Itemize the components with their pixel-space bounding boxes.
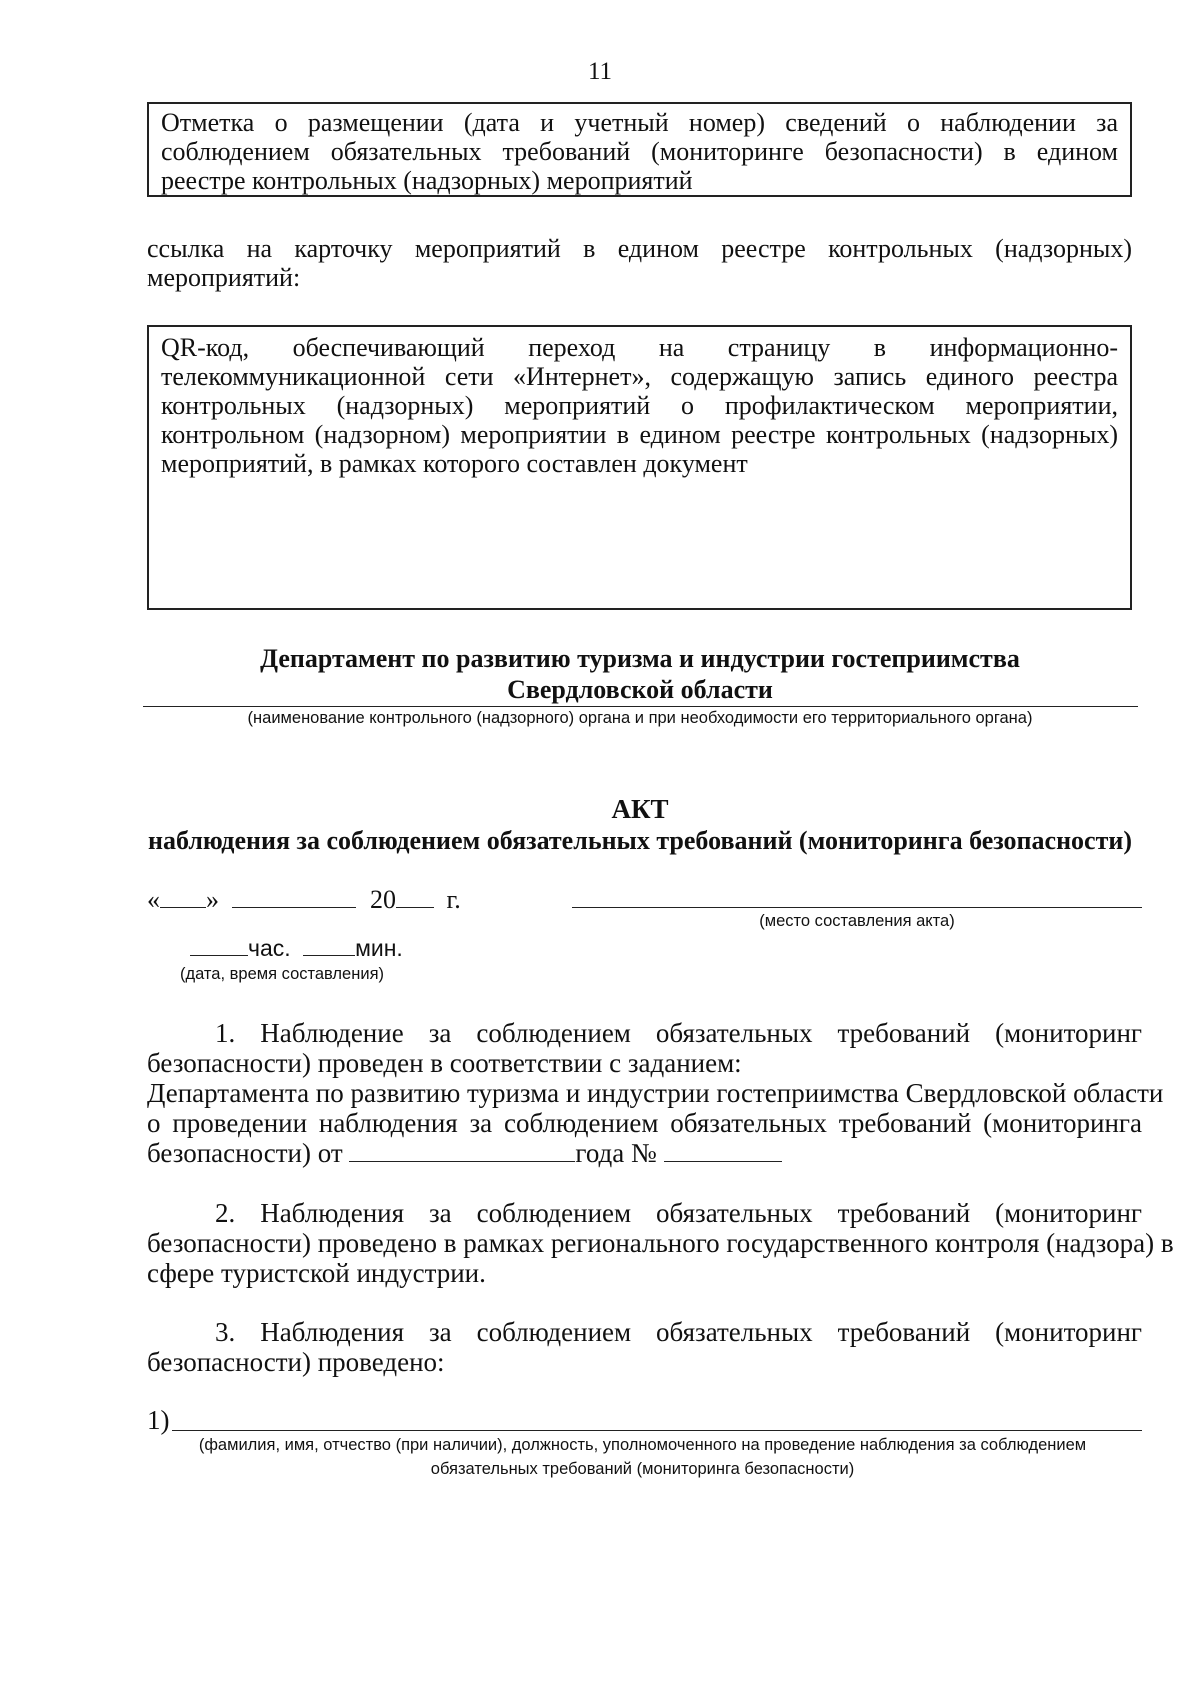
registry-link-line: мероприятий: bbox=[147, 263, 301, 292]
paragraph-3 bbox=[147, 1317, 1142, 1377]
qr-code-line: телекоммуникационной сети «Интернет», содержащую запись единого реестра bbox=[161, 362, 1118, 391]
paragraph-line-start: безопасности) от bbox=[147, 1138, 343, 1168]
registry-mark-line: соблюдением обязательных требований (мониторинге безопасности) в едином bbox=[161, 137, 1118, 166]
paragraph-line: 3. Наблюдения за соблюдением обязательных требований (мониторинг bbox=[215, 1317, 1142, 1347]
hours-label: час. bbox=[248, 935, 291, 961]
paragraph-2 bbox=[147, 1198, 1174, 1288]
task-date-blank[interactable] bbox=[349, 1139, 575, 1162]
month-blank[interactable] bbox=[232, 885, 356, 908]
qr-code-line: контрольных (надзорных) мероприятий о профилактическом мероприятии, bbox=[161, 391, 1118, 420]
inspector-caption-line-2: обязательных требований (мониторинга безопасности) bbox=[430, 1460, 855, 1478]
act-subtitle: наблюдения за соблюдением обязательных требований (мониторинга безопасности) bbox=[147, 826, 1133, 855]
datetime-caption: (дата, время составления) bbox=[180, 965, 384, 983]
place-caption: (место составления акта) bbox=[759, 912, 955, 930]
hours-blank[interactable] bbox=[190, 937, 248, 956]
year-prefix: 20 bbox=[370, 885, 396, 914]
department-caption: (наименование контрольного (надзорного) органа и при необходимости его территориального органа) bbox=[247, 709, 1033, 727]
date-row bbox=[147, 885, 461, 915]
paragraph-line: безопасности) проведено: bbox=[147, 1347, 445, 1377]
inspector-item-number: 1) bbox=[147, 1405, 170, 1435]
registry-mark-box bbox=[147, 102, 1132, 197]
minutes-blank[interactable] bbox=[303, 937, 355, 956]
registry-mark-line: Отметка о размещении (дата и учетный номер) сведений о наблюдении за bbox=[161, 108, 1118, 137]
inspector-caption bbox=[145, 1433, 1140, 1481]
open-quote: « bbox=[147, 885, 160, 914]
paragraph-line: о проведении наблюдения за соблюдением обязательных требований (мониторинга bbox=[147, 1108, 1142, 1138]
qr-code-line: мероприятий, в рамках которого составлен документ bbox=[161, 449, 748, 478]
close-quote: » bbox=[206, 885, 219, 914]
paragraph-line: сфере туристской индустрии. bbox=[147, 1258, 486, 1288]
qr-code-box bbox=[147, 325, 1132, 610]
registry-link-line: ссылка на карточку мероприятий в едином реестре контрольных (надзорных) bbox=[147, 234, 1132, 263]
department-line-2: Свердловской области bbox=[507, 675, 773, 704]
registry-link-label bbox=[147, 234, 1132, 292]
inspector-caption-line-1: (фамилия, имя, отчество (при наличии), должность, уполномоченного на проведение наблюдения за соблюдением bbox=[198, 1436, 1087, 1454]
minutes-label: мин. bbox=[355, 935, 403, 961]
qr-code-line: контрольном (надзорном) мероприятии в едином реестре контрольных (надзорных) bbox=[161, 420, 1118, 449]
page-number: 11 bbox=[587, 58, 613, 85]
task-number-blank[interactable] bbox=[664, 1139, 782, 1162]
paragraph-line bbox=[147, 1138, 1142, 1168]
department-underline bbox=[143, 706, 1138, 707]
paragraph-line: безопасности) проведен в соответствии с заданием: bbox=[147, 1048, 742, 1078]
department-line-1: Департамент по развитию туризма и индустрии гостеприимства bbox=[260, 644, 1020, 673]
year-blank[interactable] bbox=[396, 885, 434, 908]
paragraph-line: безопасности) проведено в рамках регионального государственного контроля (надзора) в bbox=[147, 1228, 1174, 1258]
paragraph-line: Департамента по развитию туризма и индустрии гостеприимства Свердловской области bbox=[147, 1078, 1164, 1108]
qr-code-line: QR-код, обеспечивающий переход на страницу в информационно- bbox=[161, 333, 1118, 362]
year-number-label: года № bbox=[575, 1138, 657, 1168]
act-title: АКТ bbox=[611, 794, 669, 824]
day-blank[interactable] bbox=[160, 885, 206, 908]
department-name bbox=[145, 643, 1135, 705]
place-blank[interactable] bbox=[572, 907, 1142, 908]
paragraph-line: 1. Наблюдение за соблюдением обязательных требований (мониторинг bbox=[215, 1018, 1142, 1048]
inspector-name-blank[interactable] bbox=[172, 1430, 1142, 1431]
paragraph-1 bbox=[147, 1018, 1164, 1168]
year-suffix: г. bbox=[446, 885, 461, 914]
registry-mark-line: реестре контрольных (надзорных) мероприятий bbox=[161, 166, 693, 195]
time-row bbox=[190, 935, 403, 962]
paragraph-line: 2. Наблюдения за соблюдением обязательных требований (мониторинг bbox=[215, 1198, 1142, 1228]
